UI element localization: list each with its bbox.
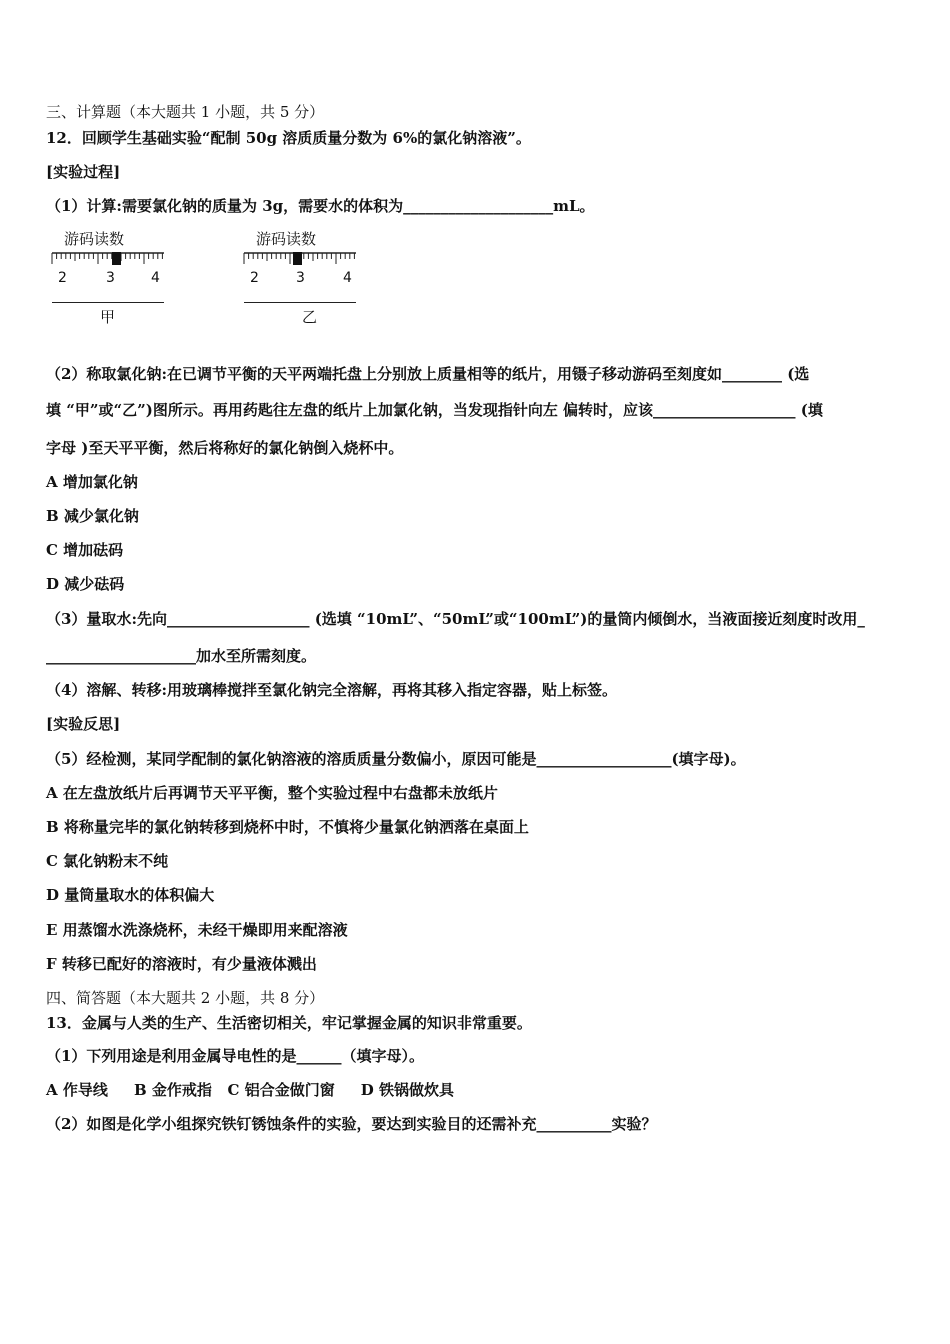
option-2c: C 增加砝码 [46, 541, 124, 559]
option-5f: F 转移已配好的溶液时，有少量液体溅出 [46, 955, 317, 973]
underline-right [244, 302, 356, 303]
rider-scale-left [50, 250, 170, 270]
q12-part-2-line-3: 字母 )至天平平衡，然后将称好的氯化钠倒入烧杯中。 [46, 439, 404, 457]
q13-part-1: （1）下列用途是利用金属导电性的是______（填字母）。 [46, 1047, 424, 1065]
q12-part-5: （5）经检测，某同学配制的氯化钠溶液的溶质质量分数偏小，原因可能是__________________(填字母)。 [46, 750, 746, 768]
q12-part-3-line-1: （3）量取水:先向___________________ (选填 “10mL”、“50mL”或“100mL”)的量筒内倾倒水，当液面接近刻度时改用_ [46, 610, 865, 628]
option-2a: A 增加氯化钠 [46, 473, 138, 491]
q13-part-2: （2）如图是化学小组探究铁钉锈蚀条件的实验，要达到实验目的还需补充__________实验？ [46, 1115, 657, 1133]
option-5c: C 氯化钠粉末不纯 [46, 852, 169, 870]
label-yi: 乙 [302, 308, 318, 326]
rider-marker-left [112, 252, 121, 265]
reflection-heading: [实验反思] [46, 715, 121, 733]
rider-marker-right [293, 252, 302, 265]
section-4-title: 四、简答题（本大题共 2 小题，共 8 分） [46, 989, 325, 1007]
experiment-process-heading: [实验过程] [46, 163, 121, 181]
q13-options: A 作导线 B 金作戒指 C 铝合金做门窗 D 铁锅做炊具 [46, 1081, 455, 1099]
tick-label-left-4: 4 [151, 270, 160, 286]
rider-caption-right: 游码读数 [256, 230, 317, 248]
tick-label-right-4: 4 [343, 270, 352, 286]
rider-caption-left: 游码读数 [64, 230, 125, 248]
underline-left [52, 302, 164, 303]
question-12-stem: 12．回顾学生基础实验“配制 50g 溶质质量分数为 6%的氯化钠溶液”。 [46, 129, 531, 147]
label-jia: 甲 [100, 308, 116, 326]
q12-part-4: （4）溶解、转移:用玻璃棒搅拌至氯化钠完全溶解，再将其移入指定容器，贴上标签。 [46, 681, 617, 699]
q12-part-2-line-1: （2）称取氯化钠:在已调节平衡的天平两端托盘上分别放上质量相等的纸片，用镊子移动游码至刻度如________ (选 [46, 365, 810, 383]
rider-scale-right [242, 250, 362, 270]
option-5b: B 将称量完毕的氯化钠转移到烧杯中时，不慎将少量氯化钠洒落在桌面上 [46, 818, 529, 836]
option-2d: D 减少砝码 [46, 575, 125, 593]
tick-label-left-3: 3 [106, 270, 115, 286]
option-5e: E 用蒸馏水洗涤烧杯，未经干燥即用来配溶液 [46, 921, 348, 939]
q12-part-2-line-2: 填 “甲”或“乙”)图所示。再用药匙往左盘的纸片上加氯化钠，当发现指针向左 偏转时，应该___________________ (填 [46, 401, 823, 419]
rider-reading-figure [50, 228, 380, 338]
q12-part-1: （1）计算:需要氯化钠的质量为 3g，需要水的体积为____________________mL。 [46, 197, 595, 215]
section-3-title: 三、计算题（本大题共 1 小题，共 5 分） [46, 103, 325, 121]
tick-label-right-3: 3 [296, 270, 305, 286]
option-5d: D 量筒量取水的体积偏大 [46, 886, 215, 904]
tick-label-left-2: 2 [58, 270, 67, 286]
option-2b: B 减少氯化钠 [46, 507, 139, 525]
tick-label-right-2: 2 [250, 270, 259, 286]
q12-part-3-line-2: ____________________加水至所需刻度。 [46, 647, 317, 665]
question-13-stem: 13．金属与人类的生产、生活密切相关，牢记掌握金属的知识非常重要。 [46, 1014, 532, 1032]
option-5a: A 在左盘放纸片后再调节天平平衡，整个实验过程中右盘都未放纸片 [46, 784, 498, 802]
